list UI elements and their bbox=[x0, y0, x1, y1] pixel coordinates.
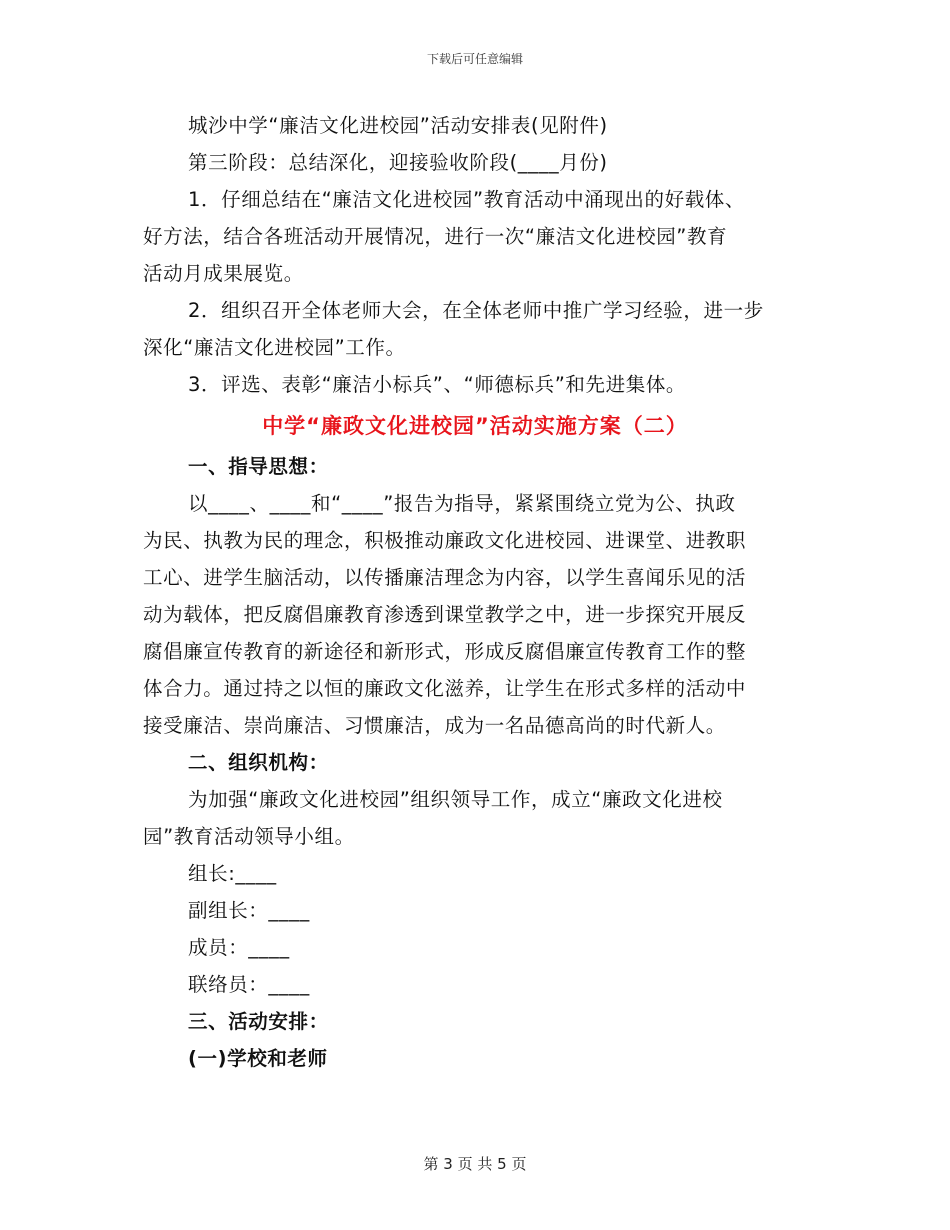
paragraph-line: 动为载体，把反腐倡廉教育渗透到课堂教学之中，进一步探究开展反 bbox=[143, 603, 747, 626]
role-line: 联络员：____ bbox=[188, 973, 310, 996]
paragraph-line: 以____、____和“____”报告为指导，紧紧围绕立党为公、执政 bbox=[188, 492, 736, 515]
paragraph-line: 活动月成果展览。 bbox=[143, 262, 304, 285]
paragraph-line: 好方法，结合各班活动开展情况，进行一次“廉洁文化进校园”教育 bbox=[143, 225, 728, 248]
page-header: 下载后可任意编辑 bbox=[426, 52, 523, 66]
role-line: 组长:____ bbox=[188, 862, 277, 885]
paragraph-line: 城沙中学“廉洁文化进校园”活动安排表(见附件) bbox=[188, 114, 608, 137]
paragraph-line: 3．评选、表彰“廉洁小标兵”、“师德标兵”和先进集体。 bbox=[188, 373, 687, 396]
document-title: 中学“廉政文化进校园”活动实施方案（二） bbox=[262, 414, 688, 438]
paragraph-line: 接受廉洁、崇尚廉洁、习惯廉洁，成为一名品德高尚的时代新人。 bbox=[143, 714, 726, 737]
paragraph-line: 第三阶段：总结深化，迎接验收阶段(____月份) bbox=[188, 151, 608, 174]
section-heading: 三、活动安排： bbox=[188, 1010, 329, 1033]
subsection-heading: (一)学校和老师 bbox=[188, 1047, 328, 1070]
section-heading: 二、组织机构： bbox=[188, 751, 329, 774]
paragraph-line: 深化“廉洁文化进校园”工作。 bbox=[143, 336, 406, 359]
section-heading: 一、指导思想： bbox=[188, 455, 329, 478]
paragraph-line: 体合力。通过持之以恒的廉政文化滋养，让学生在形式多样的活动中 bbox=[143, 677, 747, 700]
role-line: 副组长：____ bbox=[188, 899, 310, 922]
paragraph-line: 1．仔细总结在“廉洁文化进校园”教育活动中涌现出的好载体、 bbox=[188, 188, 746, 211]
paragraph-line: 园”教育活动领导小组。 bbox=[143, 825, 355, 848]
paragraph-line: 工心、进学生脑活动，以传播廉洁理念为内容，以学生喜闻乐见的活 bbox=[143, 566, 747, 589]
page-footer: 第 3 页 共 5 页 bbox=[423, 1155, 527, 1173]
paragraph-line: 为加强“廉政文化进校园”组织领导工作，成立“廉政文化进校 bbox=[188, 788, 723, 811]
paragraph-line: 腐倡廉宣传教育的新途径和新形式，形成反腐倡廉宣传教育工作的整 bbox=[143, 640, 747, 663]
paragraph-line: 为民、执教为民的理念，积极推动廉政文化进校园、进课堂、进教职 bbox=[143, 529, 747, 552]
role-line: 成员：____ bbox=[188, 936, 290, 959]
paragraph-line: 2．组织召开全体老师大会，在全体老师中推广学习经验，进一步 bbox=[188, 299, 764, 322]
